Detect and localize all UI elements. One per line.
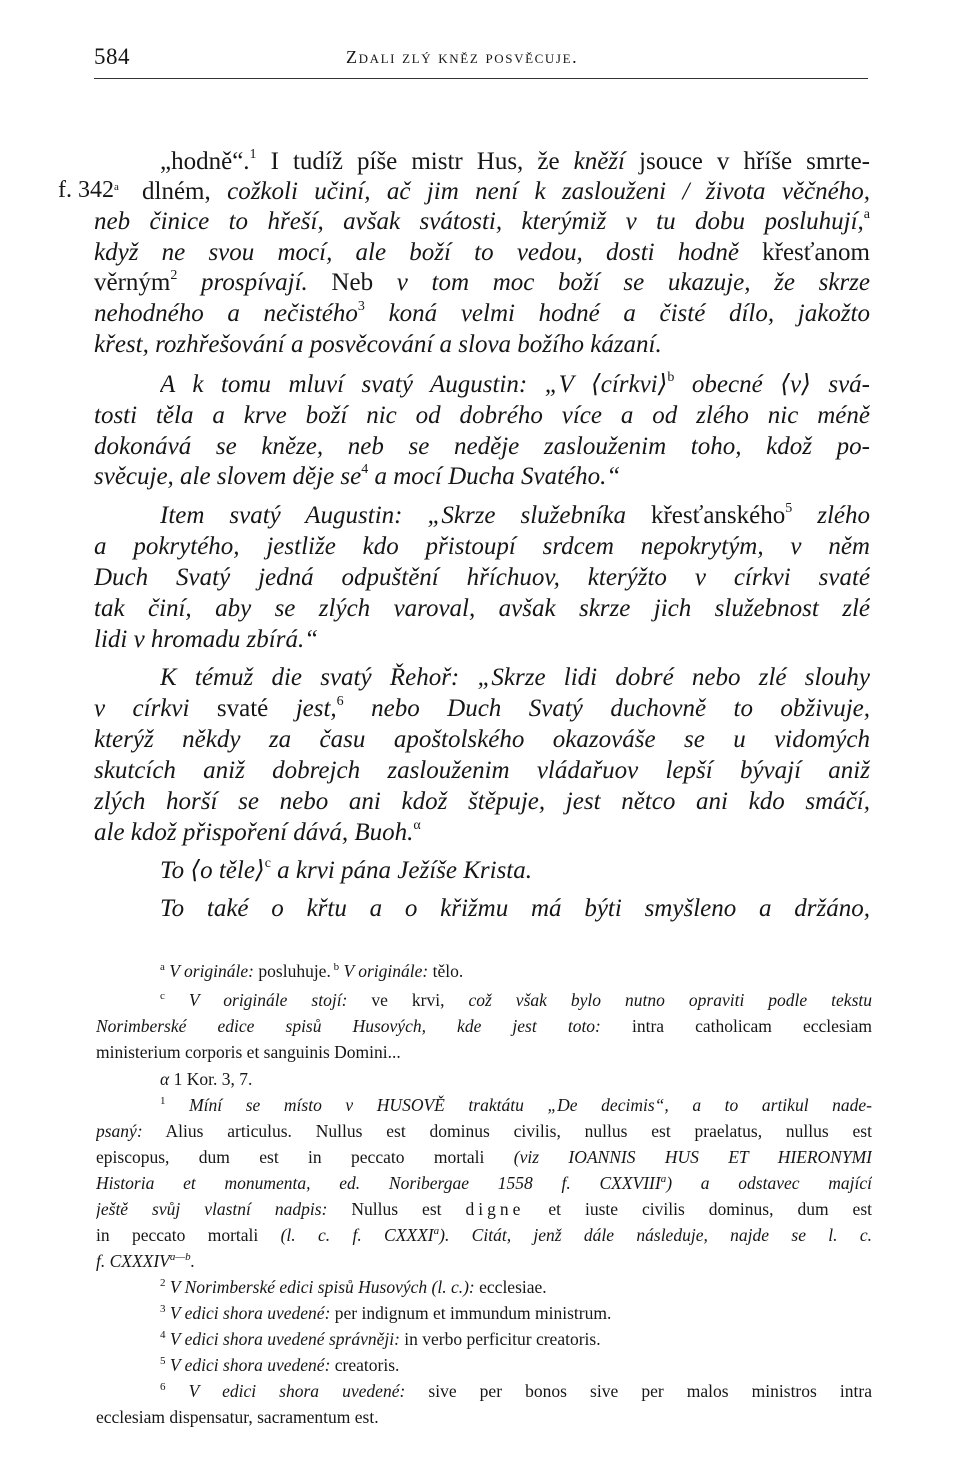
footnote-line: psaný: Alius articulus. Nullus est dominus civilis, nullus est praelatus, nullus est (96, 1121, 872, 1141)
text-line: lidi v hromadu zbírá.“ (94, 626, 319, 653)
footnote-line: $^6$ V edici shora uvedené: sive per bonos sive per malos ministros intra (160, 1381, 872, 1401)
text-line: nehodného a nečistého$^3$ koná velmi hodné a čisté dílo, jakožto (94, 299, 870, 327)
footnote-line: α 1 Kor. 3, 7. (160, 1069, 253, 1089)
footnote-line: Norimberské edice spisů Husových, kde jest toto: intra catholicam ecclesiam (96, 1016, 872, 1036)
footnote-line: $^5$ V edici shora uvedené: creatoris. (160, 1355, 400, 1375)
footnote-line: in peccato mortali (l. c. f. CXXXI$^a$). Citát, jenž dále následuje, najde se l. c. (96, 1225, 872, 1245)
text-line: Item svatý Augustin: „Skrze služebníka křesťanského$^5$ zlého (160, 501, 870, 529)
footnote-line: $^2$ V Norimberské edici spisů Husových (l. c.): ecclesiae. (160, 1277, 547, 1297)
text-line: tak činí, aby se zlých varoval, avšak skrze jich služebnost zlé (94, 595, 870, 622)
margin-folio-note: f. 342$^a$ (58, 177, 119, 203)
footnote-line: ministerium corporis et sanguinis Domini... (96, 1042, 401, 1062)
footnote-line: f. $CXXXIV^{a—b}$. (96, 1251, 196, 1271)
text-line: tosti těla a krve boží nic od dobrého více a od zlého nic méně (94, 402, 870, 429)
text-line: skutcích aniž dobrejch zaslouženim vládařuov lepší bývají aniž (94, 757, 870, 784)
text-line: neb činice to hřeší, avšak svátosti, kterýmiž v tu dobu posluhují,$^a$ (94, 207, 870, 235)
text-line: K témuž die svatý Řehoř: „Skrze lidi dobré nebo zlé slouhy (160, 664, 870, 691)
text-line: svěcuje, ale slovem děje $se^4$ a mocí Ducha Svatého.“ (94, 462, 621, 490)
text-line: zlých horší se nebo ani kdož štěpuje, jest nětco ani kdo smáčí, (94, 788, 870, 815)
text-line: věrným$^2$ prospívají. Neb v tom moc boží se ukazuje, že skrze (94, 268, 870, 296)
footnote-line: $^c$ V originále stojí: ve krvi, což však bylo nutno opraviti podle tekstu (160, 990, 872, 1010)
footnote-line: Historia et monumenta, ed. Noribergae 1558 f. CXXVIII$^a$) a odstavec mající (96, 1173, 872, 1193)
footnote-line: $^4$ V edici shora uvedené správněji: in verbo perficitur creatoris. (160, 1329, 601, 1349)
text-line: Duch Svatý jedná odpuštění hříchuov, kterýžto v církvi svaté (94, 564, 870, 591)
footnote-line: $^1$ Míní se místo v HUSOVĚ traktátu „De decimis“, a to artikul nade- (160, 1095, 872, 1115)
text-line: dokonává se kněze, neb se neděje zaslouženim toho, kdož po- (94, 433, 870, 460)
text-line: v církvi svaté jest,$^6$ nebo Duch Svatý duchovně to obživuje, (94, 694, 870, 722)
footnote-line: ecclesiam dispensatur, sacramentum est. (96, 1407, 379, 1427)
text-line: ale kdož přispoření dává, Buoh.$^\alpha$ (94, 818, 421, 846)
header-rule (94, 78, 868, 79)
text-line: To také o křtu a o křižmu má býti smyšleno a držáno, (160, 895, 870, 922)
text-line: když ne svou mocí, ale boží to vedou, dosti hodně křesťanom (94, 239, 870, 266)
text-line: kterýž někdy za času apoštolského okazováše se u vidomých (94, 726, 870, 753)
text-line: A k tomu mluví svatý Augustin: „V ⟨církvi⟩$^b$ obecné ⟨v⟩ svá- (160, 370, 870, 398)
running-head: Zdali zlý kněz posvěcuje. (346, 47, 579, 67)
footnote-line: $^3$ V edici shora uvedené: per indignum et immundum ministrum. (160, 1303, 612, 1323)
text-line: To ⟨o těle⟩$^c$ a krvi pána Ježíše Krista. (160, 856, 533, 884)
page-number: 584 (94, 44, 130, 69)
text-line: křest, rozhřešování a posvěcování a slova božího kázaní. (94, 331, 662, 358)
text-line: dlném, cožkoli učiní, ač jim není k zaslouženi / života věčného, (142, 178, 870, 205)
footnote-line: ještě svůj vlastní nadpis: Nullus est digne et iuste civilis dominus, dum est (96, 1199, 872, 1219)
footnote-line: $^a$ V originále: posluhuje. $^b$ V originále: tělo. (160, 961, 464, 981)
footnote-line: episcopus, dum est in peccato mortali (viz IOANNIS HUS ET HIERONYMI (96, 1147, 872, 1167)
text-line: a pokrytého, jestliže kdo přistoupí srdcem nepokrytým, v něm (94, 533, 870, 560)
text-line: „hodně“.$^1$ I tudíž píše mistr Hus, že kněží jsouce v hříše smrte- (160, 147, 870, 175)
